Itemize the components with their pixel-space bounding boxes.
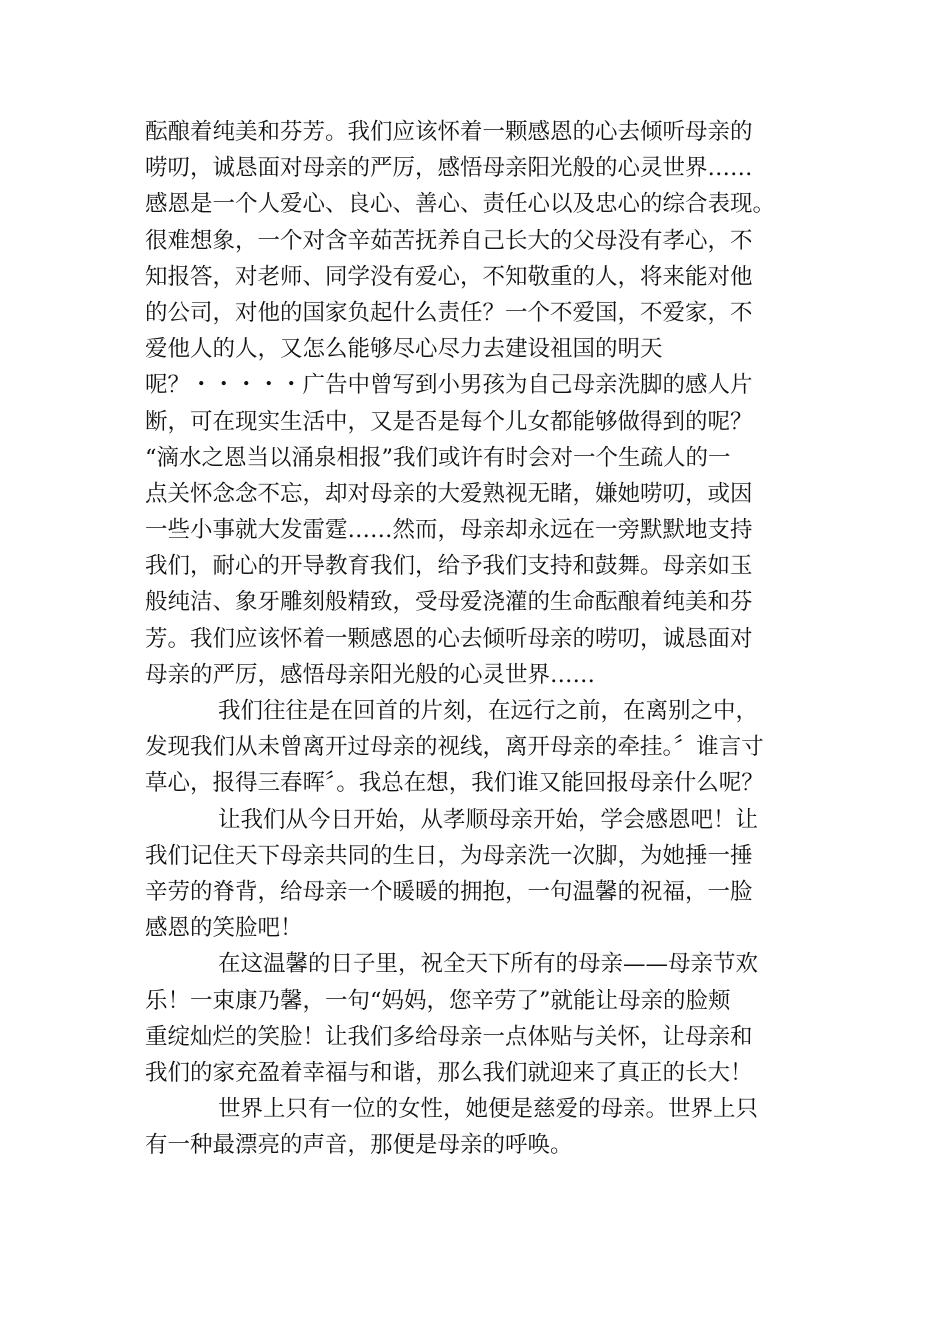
text-line: 母亲的严厉，感悟母亲阳光般的心灵世界…… — [145, 661, 596, 688]
text-line: 酝酿着纯美和芬芳。我们应该怀着一颗感恩的心去倾听母亲的 — [145, 119, 753, 145]
text-line: 唠叨，诚恳面对母亲的严厉，感悟母亲阳光般的心灵世界…… — [145, 155, 753, 182]
text-line: 很难想象，一个对含辛茹苦抚养自己长大的父母没有孝心，不 — [145, 227, 753, 254]
text-line: 辛劳的脊背，给母亲一个暖暖的拥抱，一句温馨的祝福，一脸 — [145, 878, 753, 905]
text-line: 的公司，对他的国家负起什么责任？一个不爱国，不爱家，不 — [145, 299, 753, 326]
text-line: 芳。我们应该怀着一颗感恩的心去倾听母亲的唠叨，诚恳面对 — [145, 625, 753, 652]
paragraph-first-line: 让我们从今日开始，从孝顺母亲开始，学会感恩吧！让 — [218, 806, 759, 833]
text-line: 一些小事就大发雷霆……然而，母亲却永远在一旁默默地支持 — [145, 517, 753, 544]
text-line: 断，可在现实生活中，又是否是每个儿女都能够做得到的呢？ — [145, 408, 753, 435]
body-text — [145, 114, 805, 1163]
text-line: 爱他人的人，又怎么能够尽心尽力去建设祖国的明天 — [145, 336, 663, 363]
text-line: 般纯洁、象牙雕刻般精致，受母爱浇灌的生命酝酿着纯美和芬 — [145, 589, 753, 616]
text-line: 我们，耐心的开导教育我们，给予我们支持和鼓舞。母亲如玉 — [145, 553, 753, 580]
text-line: 感恩是一个人爱心、良心、善心、责任心以及忠心的综合表现。 — [145, 191, 776, 218]
text-line: 点关怀念念不忘，却对母亲的大爱熟视无睹，嫌她唠叨，或因 — [145, 480, 753, 507]
paragraph-first-line: 世界上只有一位的女性，她便是慈爱的母亲。世界上只 — [218, 1096, 759, 1123]
text-line: 草心，报得三春晖〞。我总在想，我们谁又能回报母亲什么呢？ — [145, 770, 764, 797]
text-line: “滴水之恩当以涌泉相报”我们或许有时会对一个生疏人的一 — [145, 444, 731, 471]
paragraph-first-line: 我们往往是在回首的片刻，在远行之前，在离别之中， — [218, 698, 759, 724]
paragraph-first-line: 在这温馨的日子里，祝全天下所有的母亲——母亲节欢 — [218, 951, 759, 978]
text-line: 感恩的笑脸吧！ — [145, 915, 303, 942]
text-line: 呢？・・・・・广告中曾写到小男孩为自己母亲洗脚的感人片 — [145, 372, 753, 399]
text-line: 乐！一束康乃馨，一句“妈妈，您辛劳了”就能让母亲的脸颊 — [145, 987, 731, 1014]
text-line: 重绽灿烂的笑脸！让我们多给母亲一点体贴与关怀，让母亲和 — [145, 1023, 753, 1050]
text-line: 发现我们从未曾离开过母亲的视线，离开母亲的牵挂。〞谁言寸 — [145, 734, 764, 761]
text-line: 知报答，对老师、同学没有爱心，不知敬重的人，将来能对他 — [145, 263, 753, 290]
text-line: 我们的家充盈着幸福与和谐，那么我们就迎来了真正的长大！ — [145, 1059, 753, 1086]
text-line: 有一种最漂亮的声音，那便是母亲的呼唤。 — [145, 1132, 573, 1159]
text-line: 我们记住天下母亲共同的生日，为母亲洗一次脚，为她捶一捶 — [145, 842, 753, 869]
